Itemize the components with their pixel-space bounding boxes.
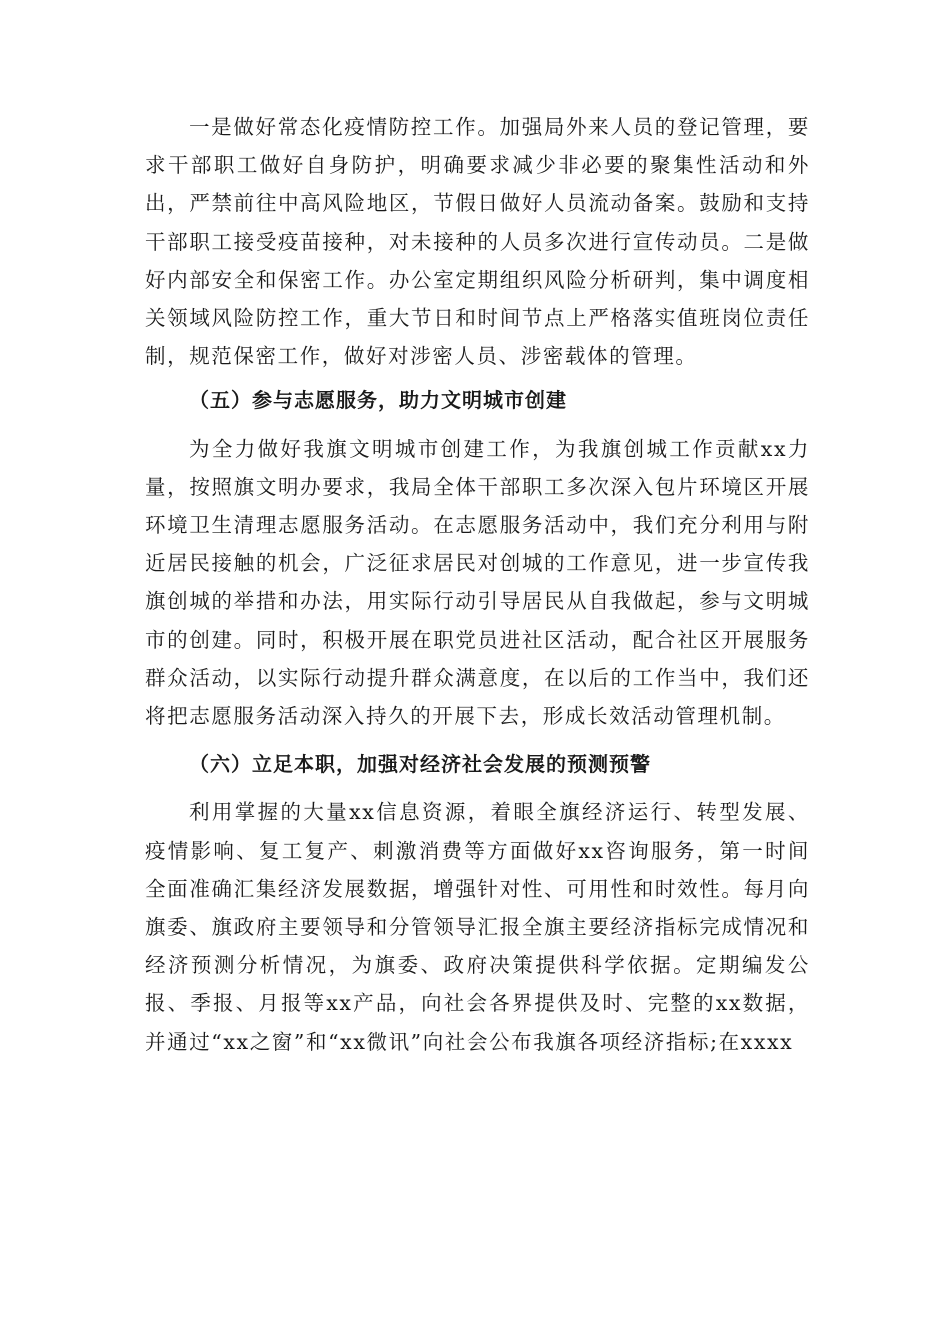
paragraph-epidemic-security: 一是做好常态化疫情防控工作。加强局外来人员的登记管理，要求干部职工做好自身防护，明确要求减少非必要的聚集性活动和外出，严禁前往中高风险地区，节假日做好人员流动备案。鼓励和支持干部职工接受疫苗接种，对未接种的人员多次进行宣传动员。二是做好内部安全和保密工作。办公室定期组织风险分析研判，集中调度相关领域风险防控工作，重大节日和时间节点上严格落实值班岗位责任制，规范保密工作，做好对涉密人员、涉密载体的管理。 (145, 115, 810, 369)
paragraph-volunteer-service: 为全力做好我旗文明城市创建工作，为我旗创城工作贡献xx力量，按照旗文明办要求，我局全体干部职工多次深入包片环境区开展环境卫生清理志愿服务活动。在志愿服务活动中，我们充分利用与附近居民接触的机会，广泛征求居民对创城的工作意见，进一步宣传我旗创城的举措和办法，用实际行动引导居民从自我做起，参与文明城市的创建。同时，积极开展在职党员进社区活动，配合社区开展服务群众活动，以实际行动提升群众满意度，在以后的工作当中，我们还将把志愿服务活动深入持久的开展下去，形成长效活动管理机制。 (145, 436, 810, 729)
section-heading-six: （六）立足本职，加强对经济社会发展的预测预警 (189, 752, 651, 777)
section-heading-five: （五）参与志愿服务，助力文明城市创建 (189, 388, 567, 413)
paragraph-economic-forecast: 利用掌握的大量xx信息资源，着眼全旗经济运行、转型发展、疫情影响、复工复产、刺激消费等方面做好xx咨询服务，第一时间全面准确汇集经济发展数据，增强针对性、可用性和时效性。每月向旗委、旗政府主要领导和分管领导汇报全旗主要经济指标完成情况和经济预测分析情况，为旗委、政府决策提供科学依据。定期编发公报、季报、月报等xx产品，向社会各界提供及时、完整的xx数据，并通过“xx之窗”和“xx微讯”向社会公布我旗各项经济指标;在xxxx (145, 800, 810, 1054)
document-body (145, 108, 810, 1061)
